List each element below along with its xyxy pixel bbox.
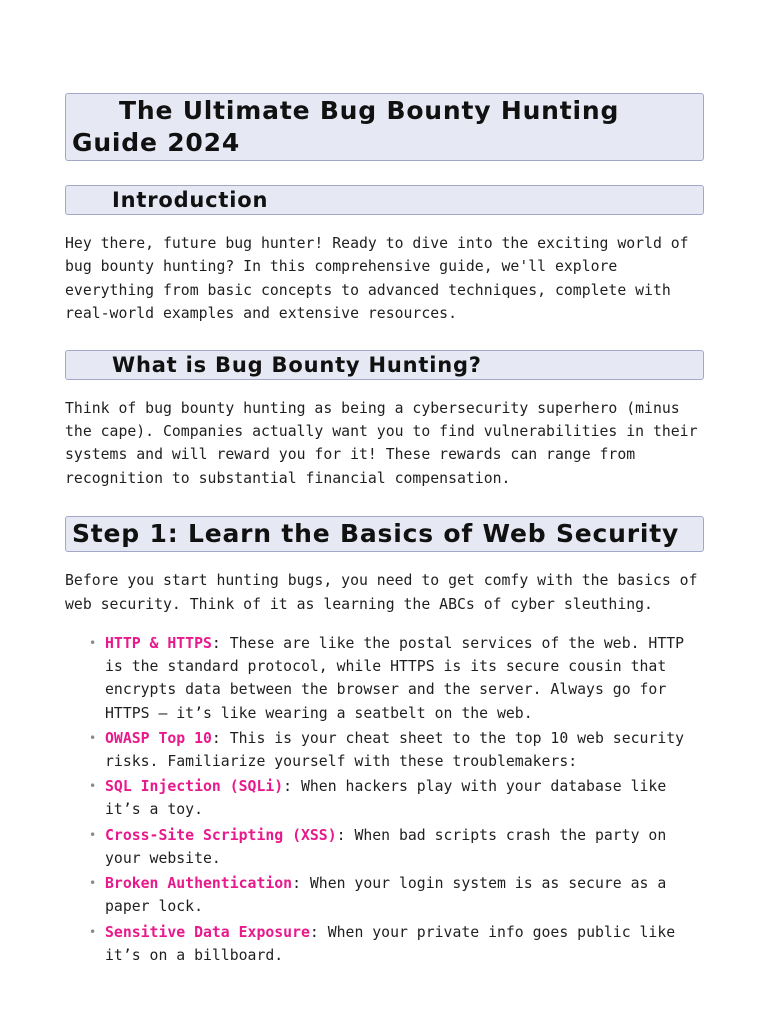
list-item-term: HTTP & HTTPS — [105, 635, 212, 653]
list-item-term: Cross-Site Scripting (XSS) — [105, 826, 337, 844]
list-item-desc: : When hackers play with your database like it’s a toy. — [105, 778, 667, 819]
list-item — [89, 872, 704, 918]
step-1-paragraph: Before you start hunting bugs, you need to get comfy with the basics of web security. Think of it as learning the ABCs of cyber sleuthing. — [65, 572, 698, 613]
list-item — [89, 632, 704, 725]
list-item-term: Sensitive Data Exposure — [105, 923, 310, 941]
bullet-icon: • — [89, 876, 97, 891]
list-item-desc: : This is your cheat sheet to the top 10 web security risks. Familiarize yourself with these troublemakers: — [105, 729, 685, 771]
list-item — [89, 727, 704, 773]
web-security-list — [65, 632, 704, 967]
list-item — [89, 824, 704, 870]
heading-what-is-bug-bounty: What is Bug Bounty Hunting? — [65, 350, 704, 380]
list-item-desc: : These are like the postal services of the web. HTTP is the standard protocol, while HTTPS is its secure cousin that encrypts data between the browser and the server. Always go for HTTPS — it’s like wearing a seatbelt on the web. — [105, 635, 685, 722]
heading-step-1: Step 1: Learn the Basics of Web Security — [65, 516, 704, 552]
bullet-icon: • — [89, 636, 97, 651]
heading-introduction: Introduction — [65, 185, 704, 215]
bullet-icon: • — [89, 779, 97, 794]
bullet-icon: • — [89, 827, 97, 842]
list-item — [89, 775, 704, 821]
list-item-desc: : When your login system is as secure as a paper lock. — [105, 875, 667, 916]
bullet-icon: • — [89, 730, 97, 745]
list-item-term: Broken Authentication — [105, 875, 293, 893]
list-item-term: OWASP Top 10 — [105, 729, 212, 747]
list-item-term: SQL Injection (SQLi) — [105, 778, 284, 796]
list-item — [89, 921, 704, 967]
list-item-desc: : When bad scripts crash the party on your website. — [105, 826, 667, 867]
introduction-paragraph: Hey there, future bug hunter! Ready to dive into the exciting world of bug bounty hunting? In this comprehensive guide, we'll explore everything from basic concepts to advanced techniques, complete with real-world examples and extensive resources. — [65, 235, 689, 323]
what-is-paragraph: Think of bug bounty hunting as being a cybersecurity superhero (minus the cape). Companies actually want you to find vulnerabilities in their systems and will reward you for it! These rewards can range from recognition to substantial financial compensation. — [65, 399, 698, 487]
list-item-desc: : When your private info goes public like it’s on a billboard. — [105, 923, 676, 964]
bullet-icon: • — [89, 924, 97, 939]
document-title: The Ultimate Bug Bounty Hunting Guide 2024 — [65, 93, 704, 161]
